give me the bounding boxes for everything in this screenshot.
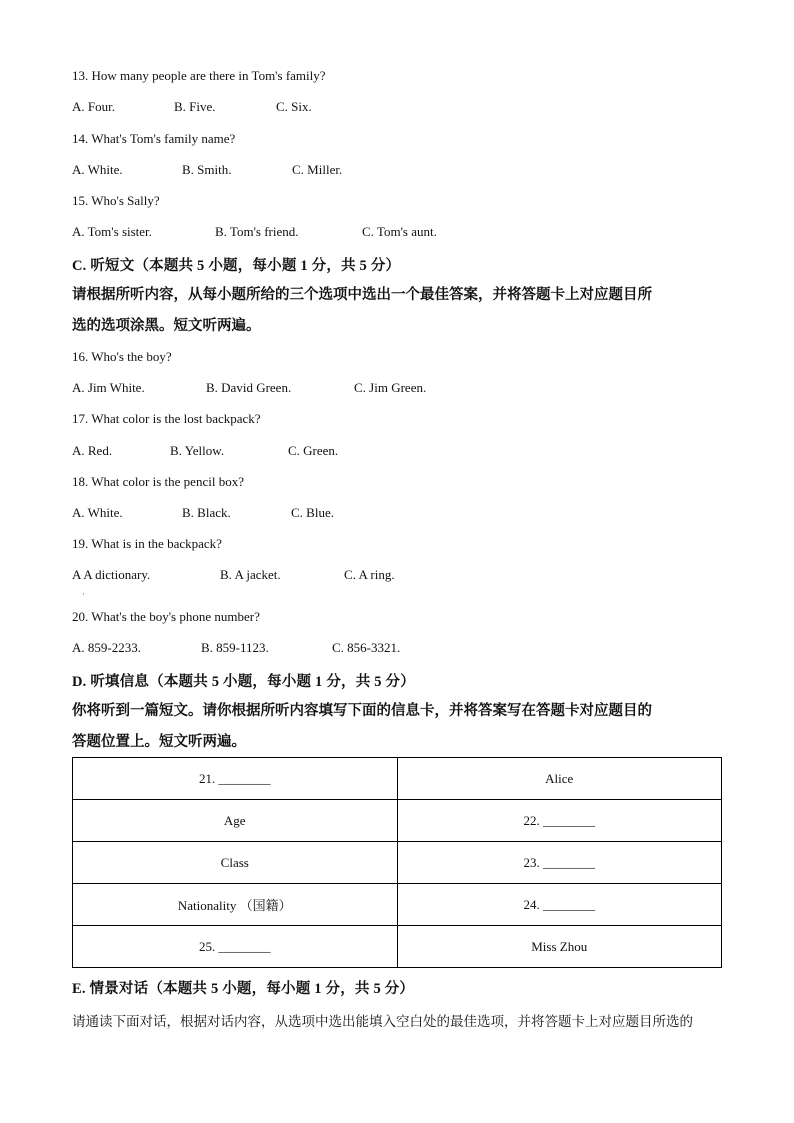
option-18-b[interactable]: B. Black. [182,505,231,520]
table-cell: 24. ________ [397,884,722,926]
option-17-b[interactable]: B. Yellow. [170,443,225,458]
option-15-b[interactable]: B. Tom's friend. [215,224,299,239]
table-row [73,926,722,968]
option-16-b[interactable]: B. David Green. [206,380,292,395]
section-e-title: E. 情景对话（本题共 5 小题，每小题 1 分，共 5 分） [72,981,415,997]
section-c-title: C. 听短文（本题共 5 小题，每小题 1 分，共 5 分） [72,258,401,274]
table-cell: 21. ________ [73,758,398,800]
table-row [73,800,722,842]
option-20-c[interactable]: C. 856-3321. [332,640,401,655]
option-20-a[interactable]: A. 859-2233. [72,640,141,655]
option-13-c[interactable]: C. Six. [276,99,312,114]
table-cell: Miss Zhou [397,926,722,968]
question-16: 16. Who's the boy? [72,349,172,364]
option-17-c[interactable]: C. Green. [288,443,339,458]
stray-dot: · [82,590,85,599]
question-19: 19. What is in the backpack? [72,536,222,551]
option-13-a[interactable]: A. Four. [72,99,115,114]
option-15-a[interactable]: A. Tom's sister. [72,224,152,239]
section-c-instruction [72,280,722,342]
option-20-b[interactable]: B. 859-1123. [201,640,269,655]
option-16-c[interactable]: C. Jim Green. [354,380,427,395]
table-cell: Class [73,842,398,884]
question-20: 20. What's the boy's phone number? [72,609,260,624]
option-19-c[interactable]: C. A ring. [344,567,395,582]
section-e-instruction: 请通读下面对话，根据对话内容，从选项中选出能填入空白处的最佳选项，并将答题卡上对应题目所选的 [72,1014,693,1029]
question-18: 18. What color is the pencil box? [72,474,244,489]
option-19-b[interactable]: B. A jacket. [220,567,281,582]
section-d-instruction-line-2: 答题位置上。短文听两遍。 [72,734,246,750]
option-18-c[interactable]: C. Blue. [291,505,334,520]
question-14: 14. What's Tom's family name? [72,131,236,146]
option-14-a[interactable]: A. White. [72,162,123,177]
info-card-table [72,757,722,968]
question-13: 13. How many people are there in Tom's family? [72,68,326,83]
table-cell: 22. ________ [397,800,722,842]
option-14-b[interactable]: B. Smith. [182,162,232,177]
option-16-a[interactable]: A. Jim White. [72,380,145,395]
table-row [73,758,722,800]
table-cell: 25. ________ [73,926,398,968]
option-17-a[interactable]: A. Red. [72,443,113,458]
table-cell: Alice [397,758,722,800]
question-15: 15. Who's Sally? [72,193,160,208]
table-cell: Nationality （国籍） [73,884,398,926]
option-13-b[interactable]: B. Five. [174,99,216,114]
section-d-instruction [72,696,722,758]
table-cell: Age [73,800,398,842]
option-18-a[interactable]: A. White. [72,505,123,520]
question-17: 17. What color is the lost backpack? [72,411,261,426]
option-19-a[interactable]: A A dictionary. [72,567,151,582]
section-d-instruction-line-1: 你将听到一篇短文。请你根据所听内容填写下面的信息卡，并将答案写在答题卡对应题目的 [72,703,652,719]
table-row [73,884,722,926]
section-d-title: D. 听填信息（本题共 5 小题，每小题 1 分，共 5 分） [72,674,415,690]
section-c-instruction-line-2: 选的选项涂黑。短文听两遍。 [72,318,261,334]
option-15-c[interactable]: C. Tom's aunt. [362,224,437,239]
table-row [73,842,722,884]
option-14-c[interactable]: C. Miller. [292,162,343,177]
table-cell: 23. ________ [397,842,722,884]
section-c-instruction-line-1: 请根据所听内容，从每小题所给的三个选项中选出一个最佳答案，并将答题卡上对应题目所 [72,287,652,303]
